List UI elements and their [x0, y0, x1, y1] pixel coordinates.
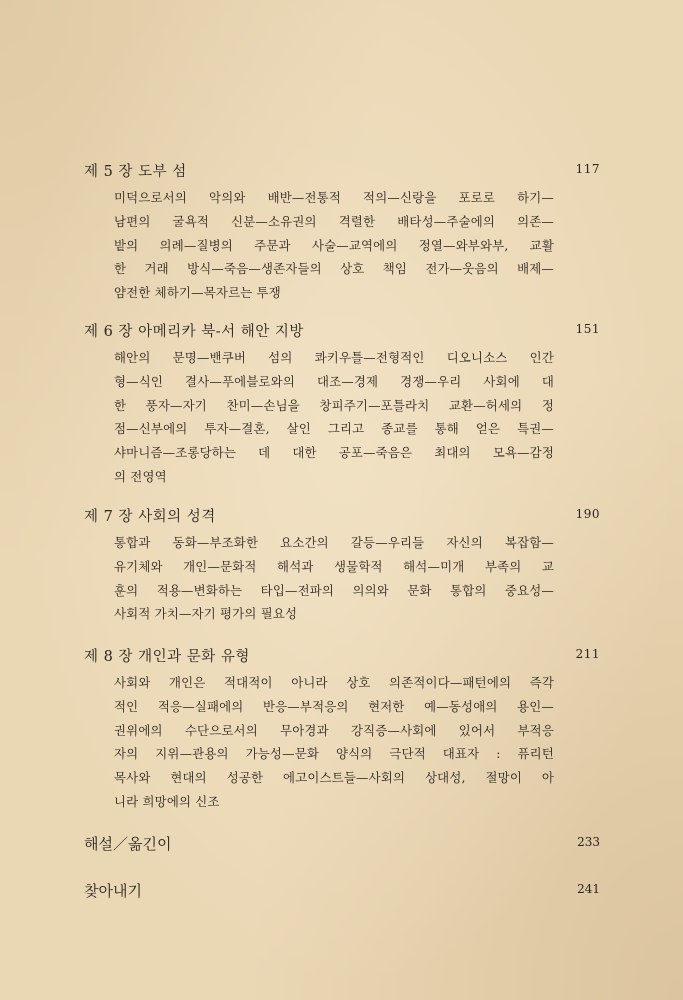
summary-line: 적인 적응—실패에의 반응—부적응의 현저한 예—동성애의 용인—	[114, 698, 554, 714]
toc-chapter-5	[84, 160, 600, 305]
summary-line: 목사와 현대의 성공한 에고이스트들—사회의 상대성, 절망이 아	[114, 770, 554, 786]
summary-line: 형—식인 결사—푸에블로와의 대조—경제 경쟁—우리 사회에 대	[114, 373, 554, 389]
summary-line: 한 풍자—자기 찬미—손님을 창피주기—포틀라치 교환—허세의 정	[114, 397, 554, 413]
summary-line: 훈의 적용—변화하는 타입—전파의 의의와 문화 통합의 중요성—	[114, 582, 554, 598]
toc-entry-index	[84, 880, 600, 904]
summary-line: 통합과 동화—부조화한 요소간의 갈등—우리들 자신의 복잡함—	[114, 535, 554, 550]
toc-chapter-6	[84, 320, 600, 489]
summary-line: 한 거래 방식—죽음—생존자들의 상호 책임 전가—웃음의 배제—	[114, 261, 554, 277]
summary-line: 해안의 문명—밴쿠버 섬의 콰키우틀—전형적인 디오니소스 인간	[114, 350, 554, 365]
toc-chapter-8	[84, 645, 600, 814]
chapter-summary	[114, 346, 554, 489]
summary-line: 얌전한 체하기—목자르는 투쟁	[114, 285, 281, 301]
chapter-page-number: 211	[575, 647, 600, 661]
chapter-heading	[84, 505, 600, 531]
entry-title: 해설／옮긴이	[84, 835, 172, 853]
summary-line: 니라 희망에의 신조	[114, 793, 220, 809]
entry-page-number: 241	[577, 882, 600, 896]
toc-entry-commentary	[84, 833, 600, 857]
chapter-page-number: 151	[575, 322, 600, 336]
chapter-page-number: 190	[575, 507, 600, 521]
summary-line: 점—신부에의 투자—결혼, 살인 그리고 종교를 통해 얻은 특권—	[114, 421, 554, 437]
summary-line: 유기체와 개인—문화적 해석과 생물학적 해석—미개 부족의 교	[114, 558, 554, 574]
summary-line: 샤마니즘—조롱당하는 데 대한 공포—죽음은 최대의 모욕—감정	[114, 445, 554, 461]
chapter-title: 제 5 장 도부 섬	[84, 164, 187, 180]
chapter-summary	[114, 531, 554, 626]
summary-line: 남편의 굴욕적 신분—소유권의 격렬한 배타성—주술에의 의존—	[114, 213, 554, 229]
summary-line: 사회적 가치—자기 평가의 필요성	[114, 606, 298, 622]
toc-chapter-7	[84, 505, 600, 626]
chapter-heading	[84, 320, 600, 346]
chapter-page-number: 117	[575, 162, 600, 176]
chapter-heading	[84, 160, 600, 186]
chapter-title: 제 8 장 개인과 문화 유형	[84, 649, 250, 665]
chapter-title: 제 6 장 아메리카 북-서 해안 지방	[84, 324, 304, 340]
summary-line: 밭의 의례—질병의 주문과 사술—교역에의 정열—와부와부, 교활	[114, 237, 554, 253]
chapter-heading	[84, 645, 600, 671]
entry-page-number: 233	[577, 835, 600, 849]
chapter-summary	[114, 186, 554, 305]
chapter-title: 제 7 장 사회의 성격	[84, 509, 216, 525]
summary-line: 미덕으로서의 악의와 배반—전통적 적의—신랑을 포로로 하기—	[114, 190, 554, 205]
summary-line: 의 전영역	[114, 468, 167, 484]
entry-title: 찾아내기	[84, 882, 142, 900]
chapter-summary	[114, 671, 554, 814]
summary-line: 권위에의 수단으로서의 무아경과 강직증—사회에 있어서 부적응	[114, 722, 554, 738]
summary-line: 자의 지위—관용의 가능성—문화 양식의 극단적 대표자 : 퓨리턴	[114, 746, 554, 762]
summary-line: 사회와 개인은 적대적이 아니라 상호 의존적이다—패턴에의 즉각	[114, 675, 554, 690]
